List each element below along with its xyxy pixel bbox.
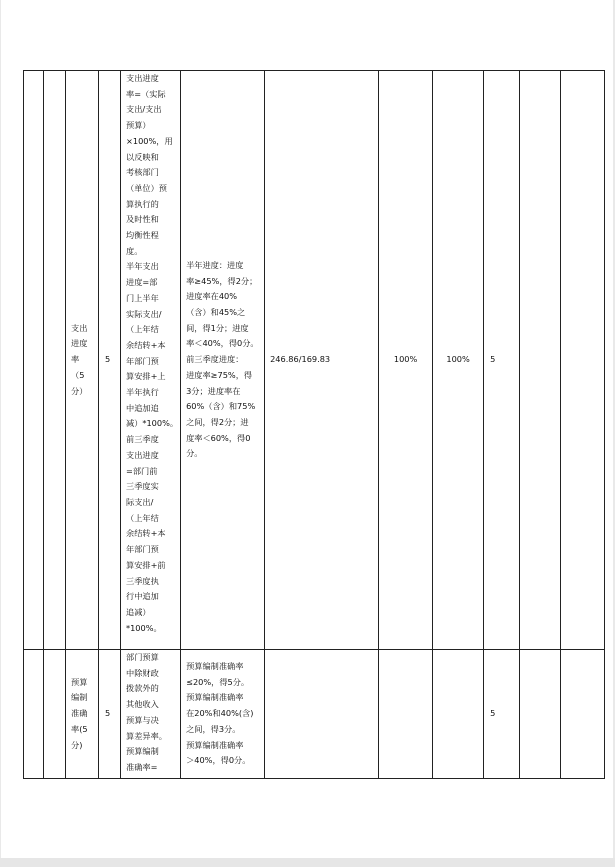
target-cell <box>379 650 433 779</box>
viewer-background <box>0 858 615 867</box>
blank-cell <box>44 71 66 650</box>
score-cell: 5 <box>484 71 520 650</box>
score-cell: 5 <box>484 650 520 779</box>
definition-cell: 部门预算 中除财政 拨款外的 其他收入 预算与决 算差异率。 预算编制 准确率= <box>121 650 181 779</box>
actual-cell <box>433 650 484 779</box>
value-cell <box>265 650 379 779</box>
blank-cell <box>520 650 561 779</box>
blank-cell <box>561 650 605 779</box>
blank-cell <box>24 650 44 779</box>
indicator-cell: 预算 编制 准确 率(5 分) <box>66 650 99 779</box>
blank-cell <box>24 71 44 650</box>
value-cell: 246.86/169.83 <box>265 71 379 650</box>
blank-cell <box>561 71 605 650</box>
table-row <box>24 71 605 650</box>
target-cell: 100% <box>379 71 433 650</box>
standard-cell: 半年进度：进度 率≥45%，得2分； 进度率在40% （含）和45%之 间，得1分；进度 率＜40%，得0分。 前三季度进度： 进度率≥75%，得 3分；进度率在 60%（含）和75% 之间，得2分；进 度率＜60%，得0 分。 <box>181 71 265 650</box>
document-page <box>1 0 613 858</box>
actual-cell: 100% <box>433 71 484 650</box>
indicator-cell: 支出 进度 率 （5 分） <box>66 71 99 650</box>
definition-cell: 支出进度 率=（实际 支出/支出 预算） ×100%，用 以反映和 考核部门 （单位）预 算执行的 及时性和 均衡性程 度。 半年支出 进度=部 门上半年 实际支出/ （上年结 余结转+本 年部门预 算安排+上 半年执行 中追加追 减）*100%。 前三季度 支出进度 =部门前 三季度实 际支出/ （上年结 余结转+本 年部门预 算安排+前 三季度执 行中追加 追减） *100%。 <box>121 71 181 650</box>
standard-cell: 预算编制准确率 ≤20%，得5分。 预算编制准确率 在20%和40%(含) 之间，得3分。 预算编制准确率 ＞40%，得0分。 <box>181 650 265 779</box>
blank-cell <box>44 650 66 779</box>
weight-cell: 5 <box>99 71 121 650</box>
table-row <box>24 650 605 779</box>
performance-table <box>23 70 605 779</box>
blank-cell <box>520 71 561 650</box>
weight-cell: 5 <box>99 650 121 779</box>
